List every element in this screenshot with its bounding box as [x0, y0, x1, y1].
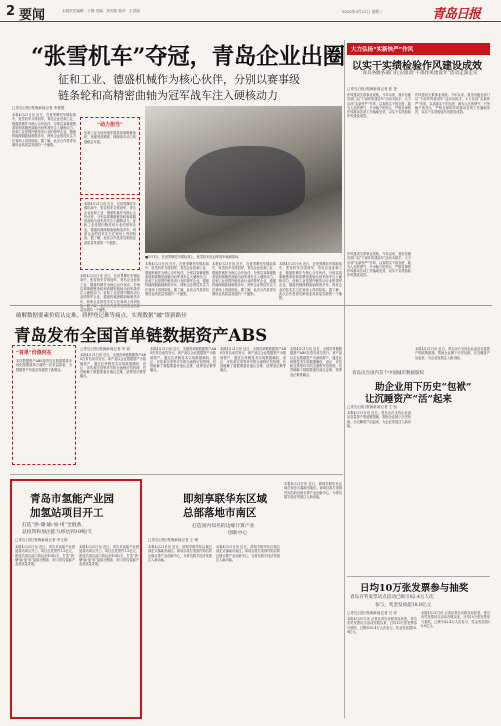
story4-col1: 本报4月21日讯 近日，青岛出台支持企业盘活存量资产的政策措施，帮助企业卸下历史包袱，让沉睡资产活起来，为企业发展注入新动能。 [347, 411, 411, 428]
story2-col2: 作风建设关系事业成败。今年以来，我市各级各部门以“干部作风建设年”活动为抓手，大力弘扬“实新快严”作风，以真抓实干的态度、敢为人先的勇气、只争朝夕的劲头、严格自律的作风推动各项工作落地见效，以实干实绩检验作风建设成效。 [415, 93, 490, 115]
story5-byline: □青岛日报/观海新闻记者 李文瑞 [15, 538, 68, 542]
story3-col3: 本报4月21日讯 近日，全国首单链数据资产ABS在青岛成功发行。该产品以企业数据资产为基础资产，通过区块链技术实现数据确权、登记、评估和交易等环节的全流程可信管理，有效破解了数据要素价值认定难、质押登记难等痛点。 [150, 347, 216, 373]
page-number: 2 [6, 4, 16, 19]
story5-col2: 本报4月21日讯 近日，青岛市氢能产业园加氢站项目开工。项目总投资约1.5亿元，建成后加注能力将达到10吨/天，打造“供-储-输-加-用”氢能全链条，助力青岛氢能产业高质量发展。 [79, 545, 139, 567]
story3-col2: 本报4月21日讯 近日，全国首单链数据资产ABS在青岛成功发行。该产品以企业数据资产为基础资产，通过区块链技术实现数据确权、登记、评估和交易等环节的全流程可信管理，有效破解了数据要素价值认定难、质押登记难等痛点。 [80, 353, 146, 379]
story6-byline: □青岛日报/观海新闻记者 王 琳 [148, 538, 199, 542]
story1-col1 [12, 106, 76, 301]
story3-kicker: 破解数据要素价值认定难、质押登记难等痛点，实现数据“融”资新路径 [16, 313, 187, 319]
story3-col5: 本报4月21日讯 近日，全国首单链数据资产ABS在青岛成功发行。该产品以企业数据资产为基础资产，通过区块链技术实现数据确权、登记、评估和交易等环节的全流程可信管理，有效破解了数据要素价值认定难、质押登记难等痛点。 [290, 347, 342, 377]
photo-rider-shape [185, 146, 305, 216]
story7-col2: 本报4月21日讯 记者从青岛市税务局获悉，青岛有奖发票试点活动开展以来，日均10万张发票参与抽奖，已吸引82.4万人次参与，奖金发放超18.8亿元。 [421, 611, 490, 628]
sidebar2-body: 本报4月21日讯 近日，在世界摩托车锦标赛中，张雪机车夺得冠军，青岛企业征和工业、德盛机械作为核心合作伙伴，分别以赛事级链条轮和高精密曲轴为冠军战车注入硬核动力。征和工业是国内链传动行业的领军企业，德盛机械深耕曲轴制造多年，两家企业的技术实力在赛场上得到检验。据了解，此次合作是青岛制造业高质量发展的一个缩影。 [84, 202, 136, 245]
story2-title: 以实干实绩检验作风建设成效 [352, 61, 482, 72]
story7-sub: 青岛有奖发票试点活动已吸引82.4万人次 [350, 595, 434, 600]
subheadline-2: 链条轮和高精密曲轴为冠军战车注入硬核动力 [58, 89, 278, 102]
story6-col3: 本报4月21日讯 近日，即刻享联华东区域总部正式落地市南区。该项目将打造国内知名的边缘计算产业创新中心，为青岛数字经济发展注入新动能。 [284, 482, 342, 499]
subheadline-1: 征和工业、德盛机械作为核心伙伴，分别以赛事级 [58, 73, 300, 86]
story5-sub-2: 总投资和加注能力将达到10吨/天 [22, 530, 93, 535]
story1-body: 本报4月21日讯 近日，在世界摩托车锦标赛中，张雪机车夺得冠军，青岛企业征和工业、德盛机械作为核心合作伙伴，分别以赛事级链条轮和高精密曲轴为冠军战车注入硬核动力。征和工业是国内链传动行业的领军企业，德盛机械深耕曲轴制造多年，两家企业的技术实力在赛场上得到检验。据了解，此次合作是青岛制造业高质量发展的一个缩影。 [12, 113, 76, 148]
story1-col4: 本报4月21日讯 近日，在世界摩托车锦标赛中，张雪机车夺得冠军，青岛企业征和工业、德盛机械作为核心合作伙伴，分别以赛事级链条轮和高精密曲轴为冠军战车注入硬核动力。征和工业是国内链传动行业的领军企业，德盛机械深耕曲轴制造多年，两家企业的技术实力在赛场上得到检验。据了解，此次合作是青岛制造业高质量发展的一个缩影。 [145, 262, 209, 297]
story7-sub-2: 参与，奖金发放超18.8亿元 [375, 603, 432, 608]
issue-date: 2020年4月22日 星期三 [342, 9, 383, 14]
story2-col1: 作风建设关系事业成败。今年以来，我市各级各部门以“干部作风建设年”活动为抓手，大力弘扬“实新快严”作风，以真抓实干的态度、敢为人先的勇气、只争朝夕的劲头、严格自律的作风推动各项工作落地见效，以实干实绩检验作风建设成效。 [347, 93, 411, 119]
story2-col3: 作风建设关系事业成败。今年以来，我市各级各部门以“干部作风建设年”活动为抓手，大力弘扬“实新快严”作风，以真抓实干的态度、敢为人先的勇气、只争朝夕的劲头、严格自律的作风推动各项工作落地见效，以实干实绩检验作风建设成效。 [347, 252, 411, 278]
story1-sidebar-box-2 [80, 198, 140, 270]
motorcycle-photo [145, 106, 342, 253]
page-header [0, 0, 501, 22]
story1-col3: 本报4月21日讯 近日，在世界摩托车锦标赛中，张雪机车夺得冠军，青岛企业征和工业、德盛机械作为核心合作伙伴，分别以赛事级链条轮和高精密曲轴为冠军战车注入硬核动力。征和工业是国内链传动行业的领军企业，德盛机械深耕曲轴制造多年，两家企业的技术实力在赛场上得到检验。据了解，此次合作是青岛制造业高质量发展的一个缩影。 [80, 274, 140, 313]
editor-info: 本版责任编辑：于静 美编：刘光路 校对：王洪丽 [62, 9, 140, 13]
story7-title: 日均10万张发票参与抽奖 [360, 583, 469, 594]
story2-byline: □青岛日报/观海新闻记者 张 荟 [347, 87, 398, 91]
story6-col2: 本报4月21日讯 近日，即刻享联华东区域总部正式落地市南区。该项目将打造国内知名的边缘计算产业创新中心，为青岛数字经济发展注入新动能。 [216, 545, 280, 562]
newspaper-logo: 青岛日报 [432, 7, 481, 22]
section-divider-3 [347, 576, 490, 577]
story3-sidebar-box [12, 345, 76, 465]
story5-title: 青岛市氢能产业园 [30, 493, 114, 505]
story6-title-2: 总部落地市南区 [183, 507, 257, 519]
story1-col5: 本报4月21日讯 近日，在世界摩托车锦标赛中，张雪机车夺得冠军，青岛企业征和工业、德盛机械作为核心合作伙伴，分别以赛事级链条轮和高精密曲轴为冠军战车注入硬核动力。征和工业是国内链传动行业的领军企业，德盛机械深耕曲轴制造多年，两家企业的技术实力在赛场上得到检验。据了解，此次合作是青岛制造业高质量发展的一个缩影。 [212, 262, 276, 297]
story6-title: 即刻享联华东区域 [183, 493, 267, 505]
section-name: 要闻 [19, 8, 46, 23]
story3-sidebar-title: “首单”价值何在 [16, 350, 52, 356]
story3-col4: 本报4月21日讯 近日，全国首单链数据资产ABS在青岛成功发行。该产品以企业数据资产为基础资产，通过区块链技术实现数据确权、登记、评估和交易等环节的全流程可信管理，有效破解了数据要素价值认定难、质押登记难等痛点。 [220, 347, 286, 373]
story7-byline: □青岛日报/观海新闻记者 吕 萍 [347, 611, 398, 615]
headline-main: “张雪机车”夺冠，青岛企业出圈 [31, 44, 345, 70]
story2-sub: 青岛各级各部门扎实推动“干部作风建设年”活动走深走实 [362, 71, 478, 76]
story4-title-2: 让沉睡资产“活”起来 [365, 394, 452, 405]
story2-kicker-bar [347, 43, 490, 55]
story5-title-2: 加氢站项目开工 [30, 507, 104, 519]
story1-byline: □青岛日报/观海新闻记者 李慧慧 [12, 106, 65, 110]
story4-kicker: 青岛出台国内首个中国城市数据版权 [352, 371, 424, 376]
story2-kicker: 大力弘扬“实新快严”作风 [351, 47, 414, 53]
story4-title: 助企业用下历史“包袱” [375, 382, 472, 393]
story1-sidebar-box [80, 117, 140, 195]
story4-col2: 本报4月21日讯 近日，青岛出台支持企业盘活存量资产的政策措施，帮助企业卸下历史包袱，让沉睡资产活起来，为企业发展注入新动能。 [415, 347, 490, 360]
story3-byline: □青岛日报/观海新闻记者 李 斌 [80, 347, 131, 351]
story7-col1: 本报4月21日讯 记者从青岛市税务局获悉，青岛有奖发票试点活动开展以来，日均10万张发票参与抽奖，已吸引82.4万人次参与，奖金发放超18.8亿元。 [347, 617, 417, 634]
sidebar-body: 征和工业为冠军战车提供赛事级链条轮，高强度高精度，保障赛车动力传递稳定可靠。 [84, 131, 136, 144]
story6-sub-2: 创新中心 [228, 531, 248, 536]
story3-title: 青岛发布全国首单链数据资产ABS [14, 326, 268, 345]
section-divider-2 [10, 474, 343, 475]
story1-col6: 本报4月21日讯 近日，在世界摩托车锦标赛中，张雪机车夺得冠军，青岛企业征和工业、德盛机械作为核心合作伙伴，分别以赛事级链条轮和高精密曲轴为冠军战车注入硬核动力。征和工业是国内链传动行业的领军企业，德盛机械深耕曲轴制造多年，两家企业的技术实力在赛场上得到检验。据了解，此次合作是青岛制造业高质量发展的一个缩影。 [279, 262, 342, 301]
story5-sub: 打造“供-储-输-加-用”全链条， [22, 523, 87, 528]
story5-col1: 本报4月21日讯 近日，青岛市氢能产业园加氢站项目开工。项目总投资约1.5亿元，建成后加注能力将达到10吨/天，打造“供-储-输-加-用”氢能全链条，助力青岛氢能产业高质量发展。 [15, 545, 75, 567]
section-divider-1 [10, 305, 492, 306]
photo-caption: ■1月1日，在世界摩托车锦标赛上，张雪机车队冠军赛车驰骋赛场。 [145, 255, 242, 259]
sidebar-title: “动力担当” [97, 122, 123, 128]
story3-sidebar-body: 本次数据资产ABS是青岛在数据要素市场化配置改革方面的一次有益探索，为数据资产价值实现提供了新路径。 [16, 359, 72, 372]
story6-sub: 打造国内知名的边缘计算产业 [192, 524, 255, 529]
story6-col1: 本报4月21日讯 近日，即刻享联华东区域总部正式落地市南区。该项目将打造国内知名的边缘计算产业创新中心，为青岛数字经济发展注入新动能。 [148, 545, 212, 562]
column-rule-1 [344, 40, 345, 718]
story4-byline: □青岛日报/观海新闻记者 王 凯 [347, 405, 398, 409]
